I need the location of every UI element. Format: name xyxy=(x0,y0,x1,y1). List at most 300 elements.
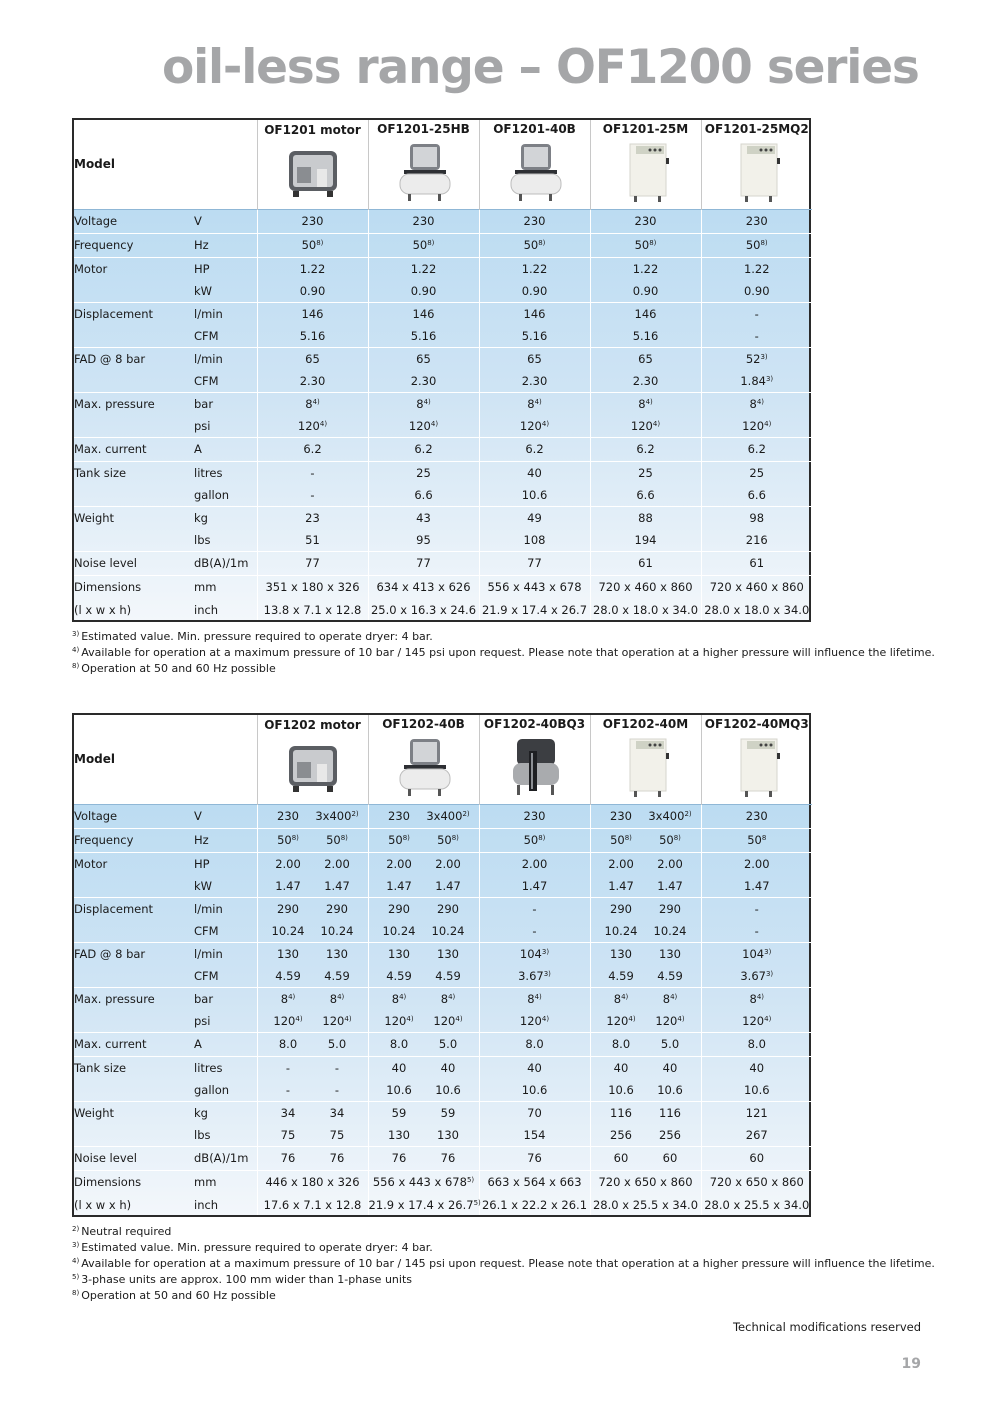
footnote-ref: 4) xyxy=(628,1015,636,1024)
value-text: 10.24 xyxy=(431,924,465,939)
value-text: 10.6 xyxy=(657,1083,683,1098)
value-text: 28.0 x 25.5 x 34.0 xyxy=(592,1197,699,1212)
value-text: 77 xyxy=(416,556,431,570)
row-label: Weight xyxy=(74,506,194,530)
row-unit: kg xyxy=(194,506,257,530)
value-pair-1ph-3ph xyxy=(369,809,479,823)
spec-table-of1202 xyxy=(72,713,811,1217)
value-text: - xyxy=(754,307,759,322)
value-pair-1ph-3ph xyxy=(258,1061,368,1075)
value-text: 76 xyxy=(440,1151,456,1165)
phase-value xyxy=(313,1037,362,1051)
value-pair-1ph-3ph xyxy=(369,879,479,893)
spec-value xyxy=(257,461,368,485)
model-name: OF1202-40B xyxy=(382,716,465,731)
spec-value xyxy=(590,1080,701,1101)
footnote-ref: 2) xyxy=(684,810,692,818)
spec-value xyxy=(590,257,701,281)
value-text: 8 xyxy=(749,992,757,1007)
phase-value xyxy=(264,879,313,893)
spec-value xyxy=(368,437,479,461)
row-unit: psi xyxy=(194,419,211,434)
spec-value xyxy=(257,302,368,326)
phase-value xyxy=(646,833,695,847)
spec-value xyxy=(368,575,479,599)
table-row xyxy=(74,1032,812,1056)
row-unit: dB(A)/1m xyxy=(194,551,257,575)
table-row xyxy=(74,921,812,942)
phase-value xyxy=(646,1128,695,1142)
spec-value xyxy=(479,485,590,506)
spec-value xyxy=(257,371,368,392)
spec-value xyxy=(257,987,368,1011)
value-text: - xyxy=(285,1083,291,1098)
table-row xyxy=(74,416,812,437)
spec-value xyxy=(479,897,590,921)
phase-value xyxy=(313,1014,362,1028)
spec-value xyxy=(368,1011,479,1032)
value-text: 0.90 xyxy=(410,284,437,299)
value-text: 34 xyxy=(280,1106,296,1121)
spec-value xyxy=(590,575,701,599)
phase-value xyxy=(264,992,313,1006)
value-text: 230 xyxy=(301,214,324,228)
phase-value xyxy=(264,1106,313,1120)
footnote-ref: 8 xyxy=(761,834,767,842)
page-number: 19 xyxy=(901,1356,921,1372)
value-text: 4.59 xyxy=(435,969,461,984)
spec-value xyxy=(368,876,479,897)
spec-value xyxy=(368,392,479,416)
phase-value xyxy=(375,1128,424,1142)
phase-value xyxy=(424,879,473,893)
spec-value xyxy=(701,506,812,530)
spec-value xyxy=(368,209,479,233)
spec-value xyxy=(368,1146,479,1170)
phase-value xyxy=(597,924,646,938)
value-text: 3x400 xyxy=(426,809,463,823)
phase-value xyxy=(313,902,362,916)
table-row xyxy=(74,371,812,392)
footnote-ref: 8) xyxy=(427,239,435,247)
value-text: 120 xyxy=(433,1014,456,1029)
value-text: 720 x 460 x 860 xyxy=(709,580,804,595)
phase-value xyxy=(313,1061,362,1075)
row-unit: kW xyxy=(194,879,213,894)
spec-value xyxy=(701,1032,812,1056)
spec-value xyxy=(368,551,479,575)
phase-value xyxy=(264,1037,313,1051)
phase-value xyxy=(375,833,424,847)
value-text: - xyxy=(334,1061,340,1076)
phase-value xyxy=(424,1151,473,1165)
value-text: 6.2 xyxy=(414,442,433,456)
phase-value xyxy=(646,992,695,1006)
table-row xyxy=(74,897,812,921)
value-pair-1ph-3ph xyxy=(369,992,479,1006)
value-text: 50 xyxy=(610,833,625,847)
footnote-ref: 4) xyxy=(541,1015,550,1024)
value-pair-1ph-3ph xyxy=(369,833,479,847)
spec-value xyxy=(479,257,590,281)
row-unit: inch xyxy=(194,1197,219,1212)
row-label: Noise level xyxy=(74,1146,194,1170)
row-unit: gallon xyxy=(194,1083,230,1098)
value-text: 50 xyxy=(388,833,403,847)
spec-value xyxy=(590,551,701,575)
spec-value xyxy=(701,1080,812,1101)
value-pair-1ph-3ph xyxy=(258,947,368,961)
row-label: Max. pressure xyxy=(74,987,194,1011)
footnote-ref: 8) xyxy=(316,239,324,247)
table-row xyxy=(74,281,812,302)
value-text: 3x400 xyxy=(315,809,352,823)
value-text: 130 xyxy=(659,947,681,962)
table-row xyxy=(74,257,812,281)
value-pair-1ph-3ph xyxy=(258,1106,368,1120)
value-text: 290 xyxy=(388,902,410,917)
value-text: 720 x 460 x 860 xyxy=(598,580,693,595)
spec-value xyxy=(368,530,479,551)
spec-value xyxy=(701,575,812,599)
value-text: 290 xyxy=(610,902,632,917)
row-unit: bar xyxy=(194,987,257,1011)
phase-value xyxy=(597,1128,646,1142)
value-text: 95 xyxy=(416,533,431,548)
value-pair-1ph-3ph xyxy=(591,1061,701,1075)
value-text: 121 xyxy=(745,1106,768,1121)
value-text: 1.84 xyxy=(740,374,766,389)
value-text: 77 xyxy=(305,556,320,570)
value-text: 28.0 x 18.0 x 34.0 xyxy=(704,602,810,617)
compressor-on-tank-icon xyxy=(394,737,454,802)
spec-value xyxy=(701,599,812,620)
footnote xyxy=(72,629,935,645)
spec-value xyxy=(701,302,812,326)
value-text: 6.2 xyxy=(525,442,544,456)
spec-value xyxy=(257,233,368,257)
table-row xyxy=(74,233,812,257)
spec-value xyxy=(368,804,479,828)
spec-value xyxy=(590,1125,701,1146)
spec-value xyxy=(479,437,590,461)
value-text: 50 xyxy=(277,833,292,847)
model-header-label: Model xyxy=(74,752,116,767)
spec-value xyxy=(368,326,479,347)
phase-value xyxy=(313,857,362,871)
value-text: 8 xyxy=(440,992,449,1007)
spec-value xyxy=(590,371,701,392)
phase-value xyxy=(375,1106,424,1120)
value-text: 2.00 xyxy=(608,857,634,872)
value-text: 8 xyxy=(305,397,313,412)
value-text: 104 xyxy=(519,947,542,962)
row-label xyxy=(74,371,194,392)
spec-value xyxy=(479,233,590,257)
value-text: 120 xyxy=(655,1014,678,1029)
value-pair-1ph-3ph xyxy=(591,1151,701,1165)
value-text: 120 xyxy=(297,419,320,434)
value-pair-1ph-3ph xyxy=(258,1083,368,1097)
phase-value xyxy=(264,809,313,823)
row-unit: HP xyxy=(194,257,257,281)
value-pair-1ph-3ph xyxy=(258,1037,368,1051)
value-pair-1ph-3ph xyxy=(369,857,479,871)
table-row xyxy=(74,1170,812,1194)
value-text: 256 xyxy=(610,1128,632,1143)
value-text: 8 xyxy=(662,992,671,1007)
value-text: 120 xyxy=(519,1014,542,1029)
value-text: 4.59 xyxy=(608,969,634,984)
row-label xyxy=(74,966,194,987)
value-text: 6.2 xyxy=(303,442,322,456)
model-column-of1202-40b xyxy=(368,715,479,804)
value-text: 120 xyxy=(273,1014,296,1029)
value-text: 120 xyxy=(630,419,653,434)
phase-value xyxy=(597,833,646,847)
spec-value xyxy=(368,942,479,966)
row-label xyxy=(74,921,194,942)
table-row xyxy=(74,852,812,876)
phase-value xyxy=(264,947,313,961)
spec-value xyxy=(257,347,368,371)
value-pair-1ph-3ph xyxy=(369,902,479,916)
value-text: 5.16 xyxy=(632,329,659,344)
phase-value xyxy=(424,947,473,961)
value-text: 50 xyxy=(437,833,452,847)
spec-value xyxy=(479,1080,590,1101)
spec-value xyxy=(479,921,590,942)
spec-value xyxy=(701,326,812,347)
value-text: 76 xyxy=(329,1151,345,1165)
row-unit: Hz xyxy=(194,233,257,257)
footnote xyxy=(72,645,935,661)
value-text: 230 xyxy=(412,214,435,228)
table-row xyxy=(74,392,812,416)
value-text: 25.0 x 16.3 x 24.6 xyxy=(370,602,477,617)
value-text: 1.22 xyxy=(410,262,437,277)
row-label: Motor xyxy=(74,257,194,281)
value-pair-1ph-3ph xyxy=(369,1106,479,1120)
spec-value xyxy=(257,416,368,437)
value-text: 130 xyxy=(437,1128,459,1143)
phase-value xyxy=(375,924,424,938)
value-text: 2.00 xyxy=(657,857,683,872)
phase-value xyxy=(313,1151,362,1165)
value-pair-1ph-3ph xyxy=(258,992,368,1006)
spec-value xyxy=(368,966,479,987)
footnote-text: 3-phase units are approx. 100 mm wider than 1-phase units xyxy=(81,1273,412,1286)
value-text: 8 xyxy=(638,397,646,412)
value-text: 60 xyxy=(662,1151,678,1165)
value-text: 108 xyxy=(523,533,546,548)
row-unit: V xyxy=(194,804,257,828)
spec-value xyxy=(479,876,590,897)
value-text: 59 xyxy=(440,1106,456,1121)
spec-value xyxy=(368,1032,479,1056)
footnote-ref: 3) xyxy=(760,353,768,362)
spec-value xyxy=(590,1011,701,1032)
value-text: 130 xyxy=(388,1128,410,1143)
phase-value xyxy=(424,992,473,1006)
phase-value xyxy=(375,1014,424,1028)
row-label: (l x w x h) xyxy=(74,602,132,617)
row-unit: HP xyxy=(194,852,257,876)
footnote-ref: 4) xyxy=(430,420,439,429)
phase-value xyxy=(646,924,695,938)
row-unit: kg xyxy=(194,1101,257,1125)
phase-value xyxy=(597,947,646,961)
row-label: Voltage xyxy=(74,209,194,233)
row-label: Frequency xyxy=(74,233,194,257)
value-text: 10.6 xyxy=(521,1083,548,1098)
value-text: 146 xyxy=(634,307,657,322)
value-pair-1ph-3ph xyxy=(591,947,701,961)
phase-value xyxy=(646,857,695,871)
value-text: 146 xyxy=(523,307,546,322)
spec-value xyxy=(368,485,479,506)
table-row xyxy=(74,1011,812,1032)
phase-value xyxy=(424,833,473,847)
value-text: 5.16 xyxy=(521,329,548,344)
value-text: 267 xyxy=(745,1128,768,1143)
spec-value xyxy=(701,876,812,897)
value-text: 50 xyxy=(634,238,650,252)
spec-value xyxy=(590,416,701,437)
spec-value xyxy=(368,852,479,876)
footnote-text: Operation at 50 and 60 Hz possible xyxy=(81,662,276,675)
phase-value xyxy=(313,924,362,938)
spec-value xyxy=(701,804,812,828)
value-text: 720 x 650 x 860 xyxy=(598,1175,693,1190)
value-pair-1ph-3ph xyxy=(369,947,479,961)
phase-value xyxy=(375,902,424,916)
value-text: 10.24 xyxy=(653,924,687,939)
spec-value xyxy=(701,942,812,966)
phase-value xyxy=(264,1014,313,1028)
value-text: 720 x 650 x 860 xyxy=(709,1175,804,1190)
spec-value xyxy=(368,921,479,942)
value-text: 60 xyxy=(749,1151,765,1165)
spec-value xyxy=(590,987,701,1011)
spec-value xyxy=(368,1125,479,1146)
spec-value xyxy=(479,1011,590,1032)
phase-value xyxy=(264,902,313,916)
spec-value xyxy=(701,233,812,257)
spec-value xyxy=(368,987,479,1011)
table-row xyxy=(74,461,812,485)
value-text: - xyxy=(754,902,759,917)
spec-value xyxy=(701,1101,812,1125)
spec-value xyxy=(701,1056,812,1080)
footnote-ref: 4) xyxy=(423,398,431,407)
value-text: 146 xyxy=(301,307,324,322)
footnote-text: Operation at 50 and 60 Hz possible xyxy=(81,1289,276,1302)
table-row xyxy=(74,1101,812,1125)
spec-value xyxy=(590,1056,701,1080)
value-text: 1.47 xyxy=(435,879,461,894)
footnote-mark: 3) xyxy=(72,630,80,638)
row-label xyxy=(74,1125,194,1146)
spec-value xyxy=(368,1080,479,1101)
value-text: 0.90 xyxy=(632,284,659,299)
footnote xyxy=(72,1256,935,1272)
spec-value xyxy=(701,371,812,392)
footnote xyxy=(72,1224,935,1240)
value-text: 76 xyxy=(391,1151,407,1165)
value-pair-1ph-3ph xyxy=(591,1037,701,1051)
value-text: 8 xyxy=(329,992,338,1007)
table-row xyxy=(74,987,812,1011)
value-text: 52 xyxy=(745,352,761,367)
spec-value xyxy=(257,1011,368,1032)
spec-value xyxy=(479,281,590,302)
value-text: 116 xyxy=(610,1106,632,1121)
footnote-ref: 4) xyxy=(399,993,407,1002)
spec-value xyxy=(590,852,701,876)
model-column-of1201-motor xyxy=(257,120,368,209)
value-pair-1ph-3ph xyxy=(258,924,368,938)
footnote xyxy=(72,661,935,677)
value-text: 1.22 xyxy=(521,262,548,277)
spec-value xyxy=(257,1125,368,1146)
spec-value xyxy=(257,506,368,530)
value-text: 4.59 xyxy=(386,969,412,984)
value-text: 1.22 xyxy=(632,262,659,277)
spec-value xyxy=(701,392,812,416)
spec-value xyxy=(590,233,701,257)
footnote-ref: 2) xyxy=(462,810,470,818)
spec-value xyxy=(590,1101,701,1125)
phase-value xyxy=(375,992,424,1006)
value-text: 8 xyxy=(280,992,289,1007)
spec-value xyxy=(701,1011,812,1032)
value-text: 10.6 xyxy=(435,1083,461,1098)
cabinet-compressor-icon xyxy=(727,737,787,802)
compressor-on-tank-icon xyxy=(505,142,565,207)
spec-table xyxy=(74,715,812,1215)
footnote-ref: 8) xyxy=(538,239,546,247)
spec-value xyxy=(368,461,479,485)
value-pair-1ph-3ph xyxy=(369,1061,479,1075)
value-text: 8.0 xyxy=(525,1037,544,1051)
phase-value xyxy=(424,1061,473,1075)
value-text: 6.6 xyxy=(414,488,433,503)
phase-value xyxy=(375,809,424,823)
footnote-text: Available for operation at a maximum pressure of 10 bar / 145 psi upon request. Please note that operation at a higher pressure will influence the lifetime. xyxy=(81,1257,935,1270)
phase-value xyxy=(646,1061,695,1075)
value-text: 446 x 180 x 326 xyxy=(265,1175,360,1190)
footnote-mark: 4) xyxy=(72,646,80,654)
row-unit: litres xyxy=(194,461,257,485)
technical-modifications-note: Technical modifications reserved xyxy=(732,1320,921,1334)
row-unit: gallon xyxy=(194,488,230,503)
footnote-ref: 4) xyxy=(406,1015,414,1024)
spec-value xyxy=(479,1194,590,1215)
value-text: 230 xyxy=(277,809,299,823)
value-text: - xyxy=(334,1083,340,1098)
row-unit: lbs xyxy=(194,533,211,548)
value-text: 88 xyxy=(638,511,653,526)
value-text: 2.00 xyxy=(324,857,350,872)
model-header-label: Model xyxy=(74,157,116,172)
phase-value xyxy=(597,1061,646,1075)
value-pair-1ph-3ph xyxy=(258,1128,368,1142)
value-text: 556 x 443 x 678 xyxy=(487,580,582,595)
value-pair-1ph-3ph xyxy=(591,902,701,916)
table-row xyxy=(74,876,812,897)
value-text: 10.6 xyxy=(386,1083,412,1098)
